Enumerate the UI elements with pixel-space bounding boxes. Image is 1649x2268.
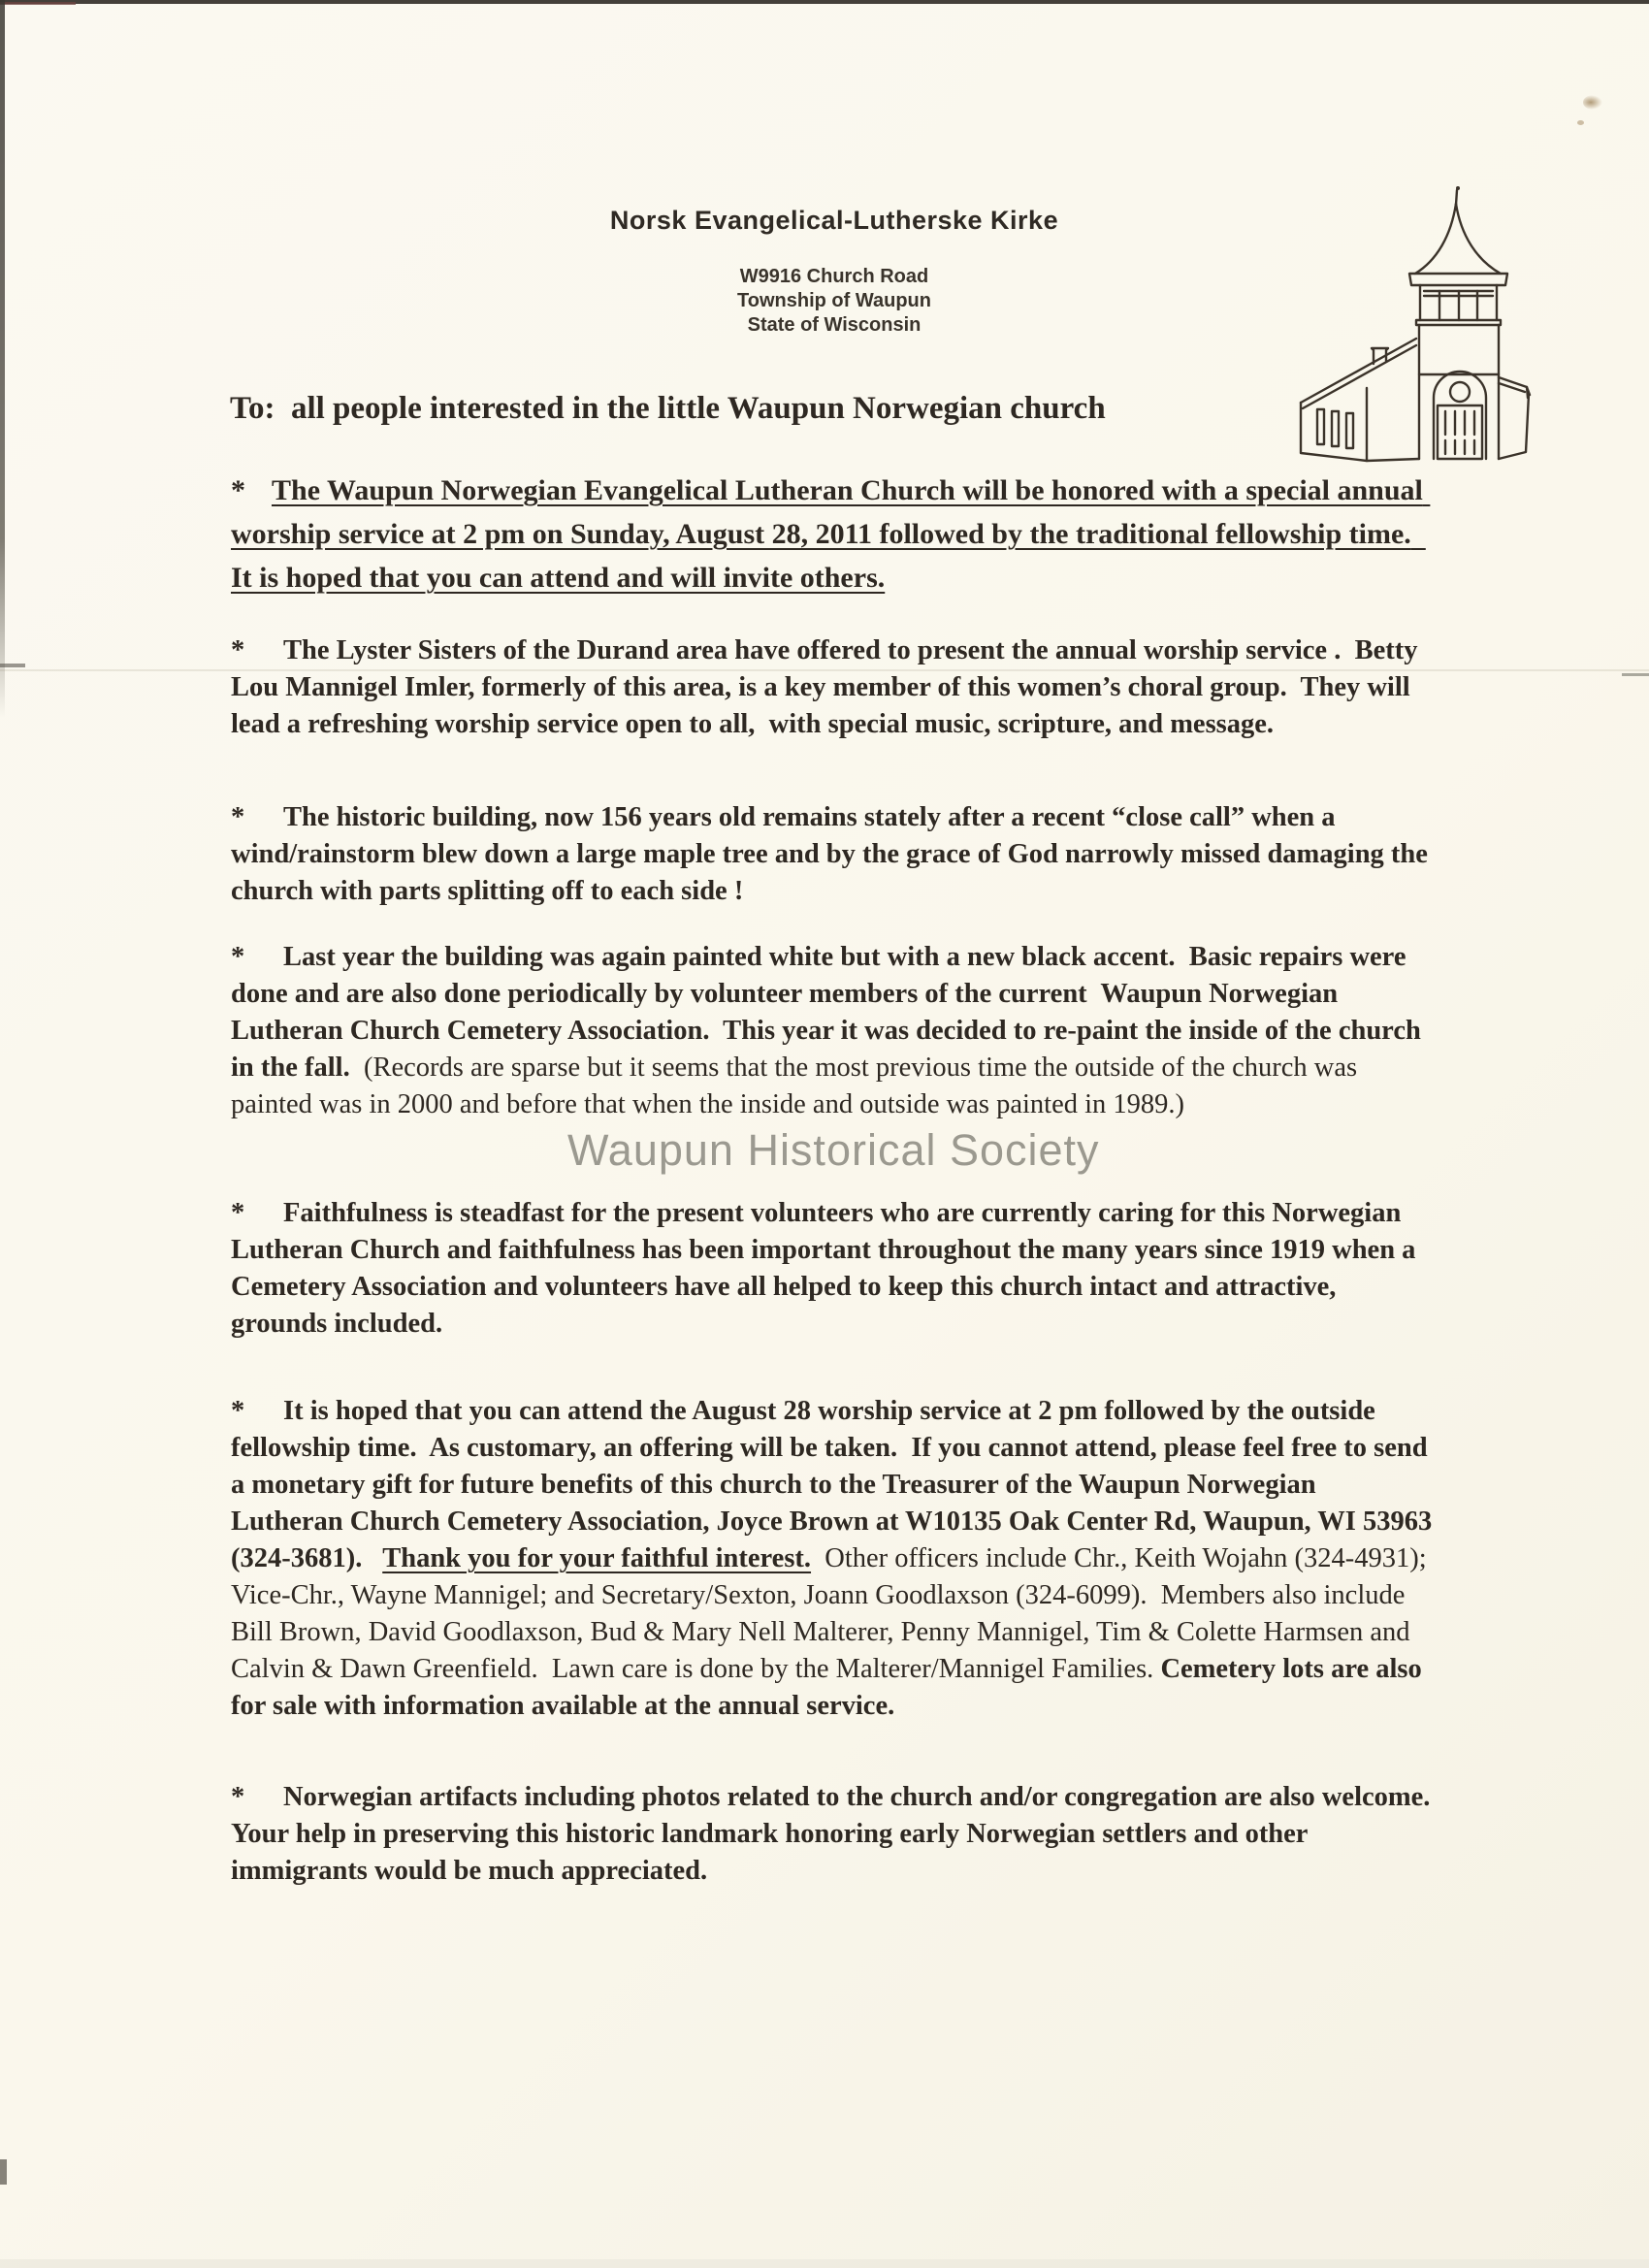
text-run: Faithfulness is steadfast for the present volunteers who are currently caring for this Norwegian Lutheran Church and faithfulness has been important throughout the many years since 1919 when a Cemetery Association and volunteers have all helped to keep this church intact and attractive, grounds included. (231, 1198, 1423, 1339)
bullet-marker: * (231, 1396, 245, 1426)
bullet-marker: * (231, 1198, 245, 1228)
letterhead (543, 206, 1125, 338)
text-run: Cemetery lots are also for sale with information available at the annual service. (231, 1654, 1429, 1721)
bullet-marker: * (231, 1782, 245, 1812)
church-line-drawing-icon (1267, 180, 1558, 481)
bullet-paragraph (231, 939, 1434, 1123)
bullet-marker: * (231, 802, 245, 832)
bullet-paragraph (231, 799, 1434, 910)
text-run: (Records are sparse but it seems that the most previous time the outside of the church was painted was in 2000 and before that when the inside and outside was painted in 1989.) (231, 1053, 1365, 1119)
address-line-1: W9916 Church Road (739, 266, 929, 287)
fold-tick-right (1622, 673, 1649, 676)
scan-edge-left (0, 0, 5, 718)
address-line-2: Township of Waupun (737, 290, 931, 311)
bullet-paragraph (231, 1393, 1440, 1725)
text-run: Other officers include Chr., Keith Wojahn (324-4931); Vice-Chr., Wayne Mannigel; and Secretary/Sexton, Joann Goodlaxson (324-6099). Members also include Bill Brown, David Goodlaxson, Bud & Mary Nell Malterer, Penny Mannigel, Tim & Colette Harmsen and Calvin & Dawn Greenfield. Lawn care is done by the Malterer/Mannigel Families. (231, 1543, 1440, 1684)
bullet-paragraph (231, 469, 1434, 599)
text-run: The historic building, now 156 years old remains stately after a recent “close call” when a wind/rainstorm blew down a large maple tree and by the grace of God narrowly missed damaging the church with parts splitting off to each side ! (231, 802, 1436, 906)
scan-edge-speck (0, 2159, 7, 2185)
bullet-paragraph (231, 632, 1434, 743)
bullet-marker: * (231, 942, 245, 972)
letterhead-address (543, 265, 1125, 338)
text-run: Last year the building was again painted white but with a new black accent. Basic repairs were done and are also done periodically by volunteer members of the current Waupun Norwegian Lutheran Church Cemetery Association. This year it was decided to re-paint the inside of the church in the fall. (231, 942, 1428, 1083)
bullet-marker: * (231, 474, 245, 506)
address-line-3: State of Wisconsin (747, 314, 922, 336)
text-run (811, 1543, 824, 1573)
bullet-marker: * (231, 635, 245, 665)
scan-edge-top-red-tint (0, 2, 76, 5)
bullet-paragraph (231, 1195, 1434, 1343)
text-run: Thank you for your faithful interest. (382, 1543, 812, 1573)
text-run: It is hoped that you can attend the August 28 worship service at 2 pm followed by the outside fellowship time. As customary, an offering will be taken. If you cannot attend, please feel free to send a monetary gift for future benefits of this church to the Treasurer of the Waupun Norwegian Lutheran Church Cemetery Association, Joyce Brown at W10135 Oak Center Rd, Waupun, WI 53963 (324-3681). (231, 1396, 1439, 1573)
text-run: The Waupun Norwegian Evangelical Lutheran Church will be honored with a special annual worship service at 2 pm on Sunday, August 28, 2011 followed by the traditional fellowship time. It is hoped that you can attend and will invite others. (231, 474, 1431, 594)
bullet-paragraph (231, 1779, 1443, 1890)
fold-tick-left (0, 664, 25, 667)
text-run: The Lyster Sisters of the Durand area have offered to present the annual worship service . Betty Lou Mannigel Imler, formerly of this area, is a key member of this women’s choral group. They will lead a refreshing worship service open to all, with special music, scripture, and message. (231, 635, 1425, 739)
paper-stain-speck (1577, 120, 1584, 125)
scan-edge-bottom (0, 2259, 1649, 2268)
watermark-text: Waupun Historical Society (567, 1125, 1100, 1175)
scan-edge-top (0, 0, 1649, 4)
paper-stain (1583, 95, 1602, 110)
text-run: Norwegian artifacts including photos related to the church and/or congregation are also welcome. Your help in preserving this historic landmark honoring early Norwegian settlers and other immigrants would be much appreciated. (231, 1782, 1443, 1886)
salutation-line: To: all people interested in the little Waupun Norwegian church (230, 391, 1106, 426)
letterhead-church-name: Norsk Evangelical-Lutherske Kirke (609, 206, 1059, 235)
letter-body (231, 469, 1443, 1890)
